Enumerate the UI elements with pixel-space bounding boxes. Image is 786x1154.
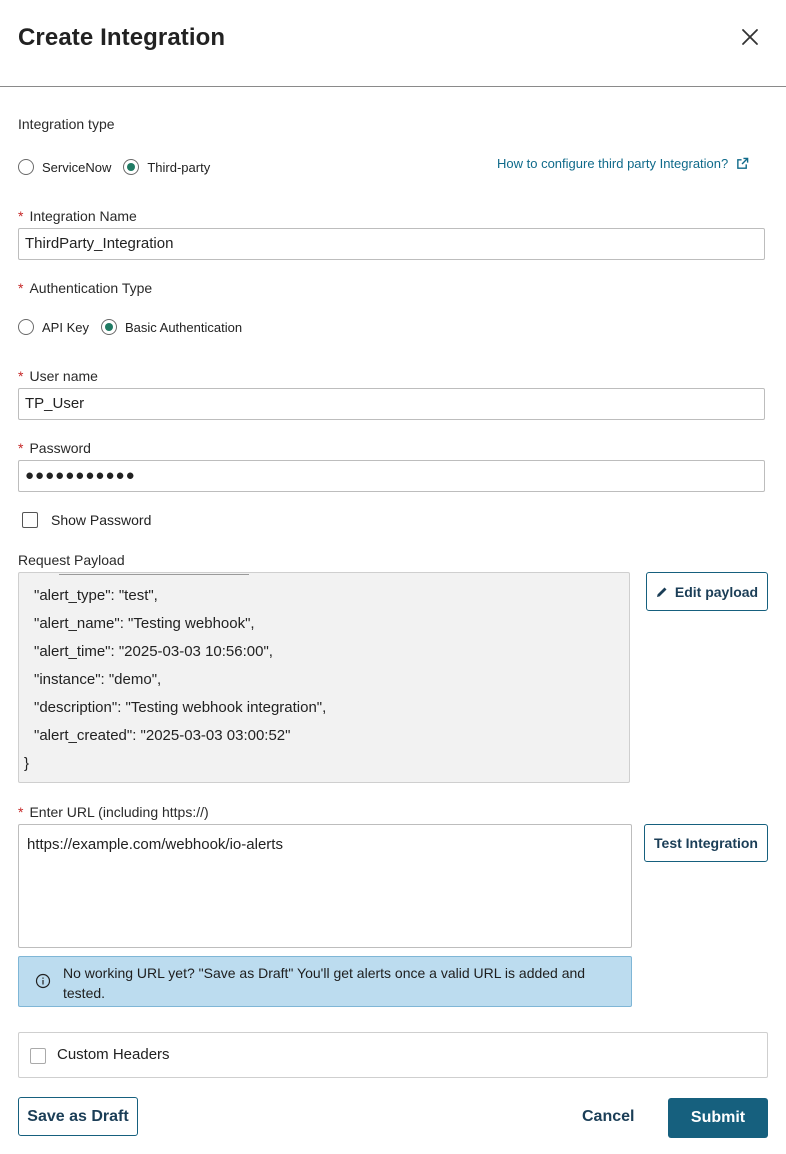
url-label bbox=[18, 804, 209, 820]
auth-type-label-text: Authentication Type bbox=[29, 280, 153, 296]
dialog-header bbox=[0, 0, 786, 87]
radio-label-basic-auth: Basic Authentication bbox=[124, 319, 243, 335]
payload-line: "instance": "demo", bbox=[34, 671, 162, 688]
radio-servicenow[interactable] bbox=[18, 159, 34, 175]
required-asterisk: * bbox=[18, 440, 24, 456]
edit-payload-label: Edit payload bbox=[674, 583, 759, 600]
required-asterisk: * bbox=[18, 804, 24, 820]
custom-headers-section[interactable] bbox=[18, 1032, 768, 1078]
external-link-icon bbox=[736, 157, 749, 170]
password-input[interactable]: ●●●●●●●●●●● bbox=[18, 460, 765, 492]
password-label bbox=[18, 440, 91, 456]
test-integration-button[interactable]: Test Integration bbox=[644, 824, 768, 862]
show-password-label: Show Password bbox=[51, 512, 152, 528]
payload-line: "alert_time": "2025-03-03 10:56:00", bbox=[34, 643, 273, 660]
integration-name-label-text: Integration Name bbox=[29, 208, 137, 224]
integration-name-input[interactable]: ThirdParty_Integration bbox=[18, 228, 765, 260]
radio-option-basic-auth[interactable] bbox=[101, 319, 242, 335]
url-textarea[interactable]: https://example.com/webhook/io-alerts bbox=[18, 824, 632, 948]
integration-name-label bbox=[18, 208, 137, 224]
custom-headers-label: Custom Headers bbox=[57, 1046, 170, 1063]
radio-third-party[interactable] bbox=[123, 159, 139, 175]
payload-preview[interactable] bbox=[18, 572, 630, 783]
clipped-line bbox=[59, 572, 249, 575]
radio-option-api-key[interactable] bbox=[18, 319, 89, 335]
info-icon bbox=[35, 973, 51, 989]
radio-option-third-party[interactable] bbox=[123, 159, 210, 175]
show-password-row[interactable] bbox=[22, 512, 151, 528]
show-password-checkbox[interactable] bbox=[22, 512, 38, 528]
help-link-text: How to configure third party Integration? bbox=[497, 156, 729, 171]
dialog-title: Create Integration bbox=[18, 24, 226, 51]
required-asterisk: * bbox=[18, 368, 24, 384]
info-banner-text: No working URL yet? "Save as Draft" You'll get alerts once a valid URL is added and tested. bbox=[63, 965, 586, 1001]
username-label bbox=[18, 368, 98, 384]
integration-type-radio-group bbox=[18, 159, 222, 175]
radio-api-key[interactable] bbox=[18, 319, 34, 335]
password-label-text: Password bbox=[29, 440, 91, 456]
edit-payload-button[interactable] bbox=[646, 572, 768, 611]
payload-line: "alert_name": "Testing webhook", bbox=[34, 615, 255, 632]
required-asterisk: * bbox=[18, 280, 24, 296]
username-input[interactable]: TP_User bbox=[18, 388, 765, 420]
radio-label-third-party: Third-party bbox=[147, 159, 211, 175]
close-icon[interactable] bbox=[738, 25, 762, 49]
radio-label-servicenow: ServiceNow bbox=[42, 159, 112, 175]
pencil-icon bbox=[656, 586, 668, 598]
payload-line: "alert_type": "test", bbox=[34, 587, 158, 604]
request-payload-label: Request Payload bbox=[18, 552, 125, 568]
required-asterisk: * bbox=[18, 208, 24, 224]
info-banner bbox=[18, 956, 632, 1007]
payload-line: "description": "Testing webhook integration", bbox=[34, 699, 327, 716]
radio-option-servicenow[interactable] bbox=[18, 159, 111, 175]
url-label-text: Enter URL (including https://) bbox=[29, 804, 209, 820]
radio-label-api-key: API Key bbox=[42, 319, 89, 335]
cancel-button[interactable]: Cancel bbox=[582, 1108, 635, 1125]
payload-closing-brace: } bbox=[24, 755, 30, 772]
submit-button[interactable]: Submit bbox=[668, 1098, 768, 1138]
radio-basic-auth[interactable] bbox=[101, 319, 117, 335]
save-as-draft-button[interactable]: Save as Draft bbox=[18, 1097, 138, 1136]
username-label-text: User name bbox=[29, 368, 98, 384]
payload-line: "alert_created": "2025-03-03 03:00:52" bbox=[34, 727, 291, 744]
third-party-help-link[interactable] bbox=[497, 156, 749, 171]
integration-type-label: Integration type bbox=[18, 116, 115, 132]
custom-headers-checkbox[interactable] bbox=[30, 1048, 46, 1064]
auth-type-label bbox=[18, 280, 152, 296]
auth-type-radio-group bbox=[18, 319, 254, 335]
